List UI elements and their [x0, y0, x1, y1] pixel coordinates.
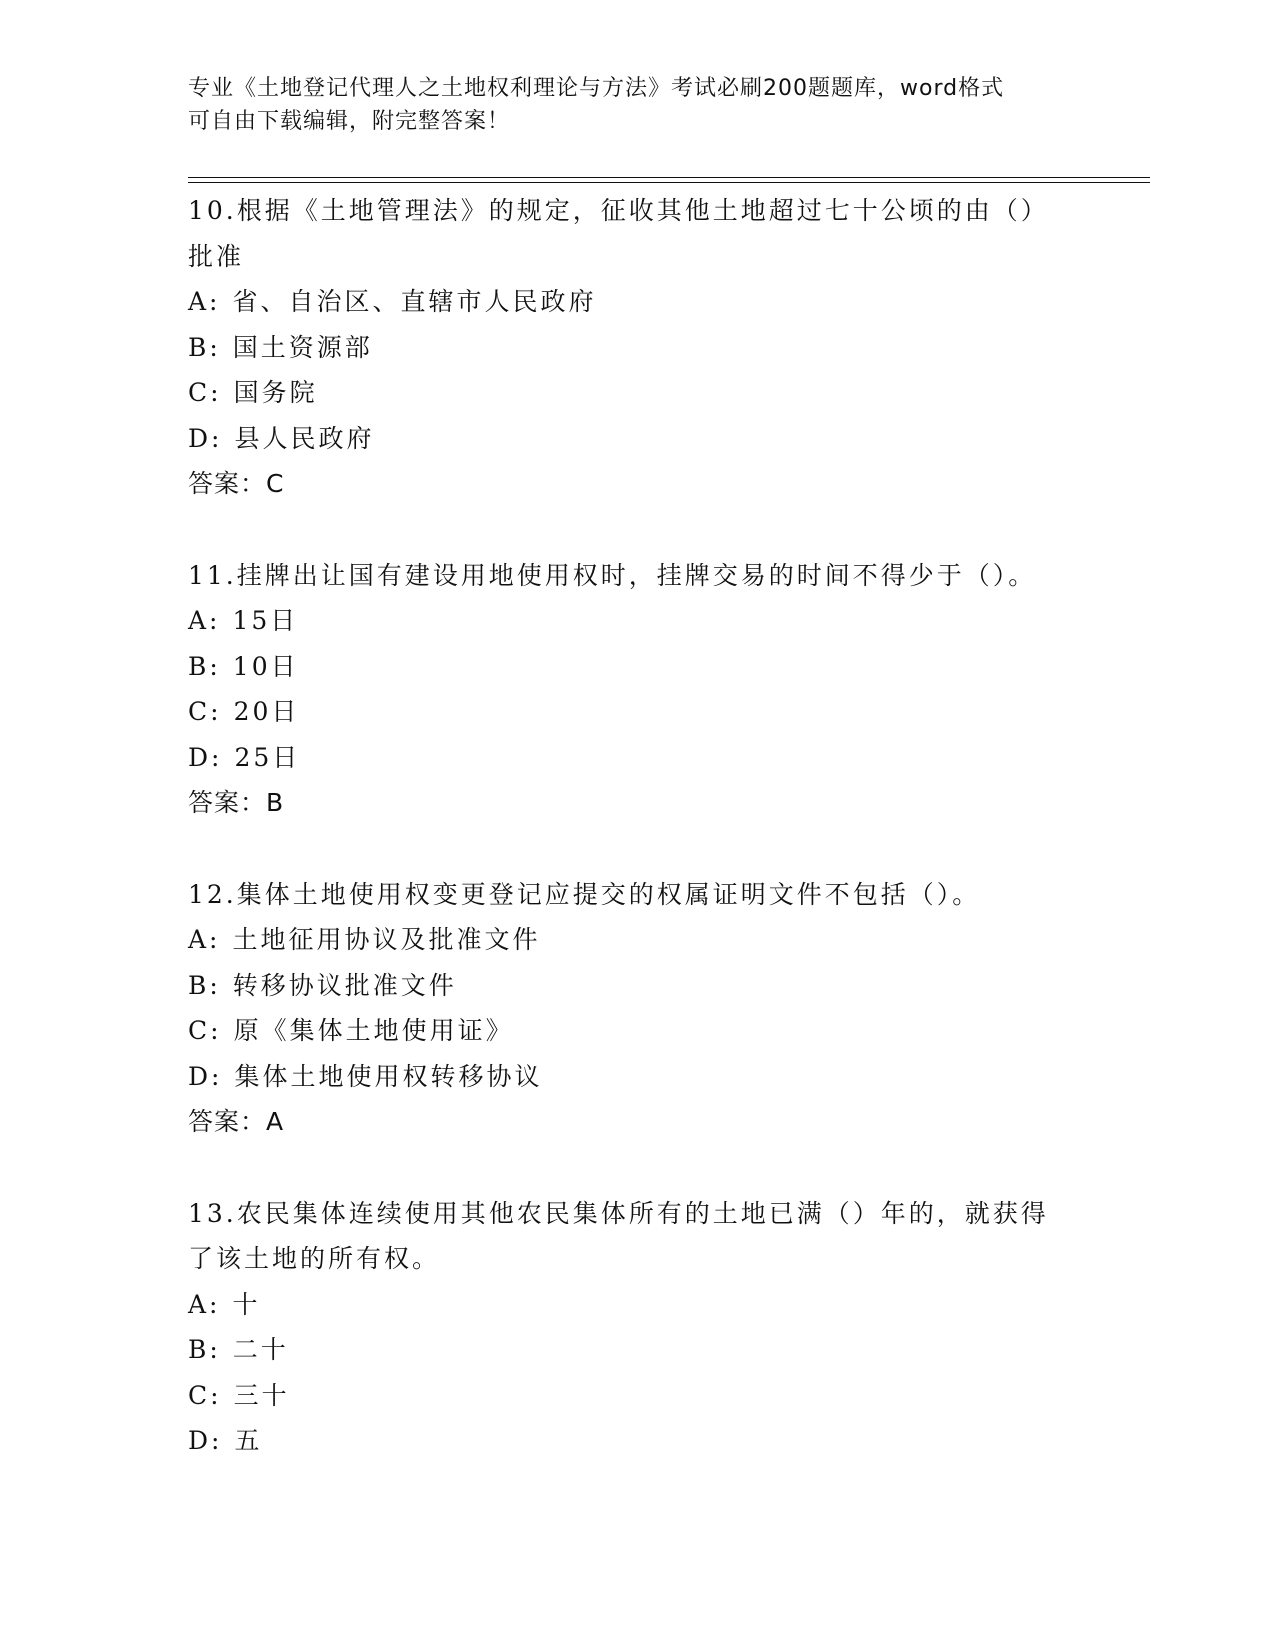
option-d [188, 1054, 1088, 1100]
option-d [188, 416, 1088, 462]
option-text: 县人民政府 [234, 423, 375, 453]
question-list [188, 188, 1088, 1510]
option-a [188, 917, 1088, 963]
option-text: 集体土地使用权转移协议 [234, 1061, 543, 1091]
option-letter: C: [188, 1016, 222, 1045]
option-d [188, 1418, 1088, 1464]
option-a [188, 279, 1088, 325]
option-text: 25日 [234, 742, 301, 772]
header-line-2: 可自由下载编辑，附完整答案！ [188, 109, 511, 134]
option-text: 土地征用协议及批准文件 [232, 925, 541, 954]
question-10 [188, 188, 1088, 507]
option-letter: C: [188, 697, 222, 726]
option-letter: A: [188, 606, 221, 635]
option-text: 原《集体土地使用证》 [233, 1016, 514, 1045]
option-c [188, 370, 1088, 416]
header-line-1: 专业《土地登记代理人之土地权利理论与方法》考试必刷200题题库，word格式 [188, 76, 1005, 101]
option-letter: D: [188, 1426, 223, 1455]
option-a [188, 1282, 1088, 1328]
document-header [188, 72, 1088, 138]
question-13 [188, 1191, 1088, 1464]
option-letter: B: [188, 970, 221, 1000]
option-letter: B: [188, 651, 221, 681]
option-letter: B: [188, 1335, 221, 1364]
question-stem: 12.集体土地使用权变更登记应提交的权属证明文件不包括（）。 [188, 879, 981, 909]
option-text: 10日 [232, 651, 299, 681]
question-stem: 11.挂牌出让国有建设用地使用权时，挂牌交易的时间不得少于（）。 [188, 560, 1037, 590]
option-letter: A: [188, 287, 221, 316]
option-text: 20日 [233, 697, 300, 726]
option-letter: D: [188, 423, 223, 453]
option-text: 国务院 [233, 378, 318, 407]
option-text: 转移协议批准文件 [232, 970, 457, 1000]
header-divider-bottom [188, 182, 1150, 183]
option-letter: D: [188, 742, 223, 772]
option-b [188, 644, 1088, 690]
option-text: 15日 [232, 606, 299, 635]
option-letter: C: [188, 1380, 222, 1410]
option-d [188, 735, 1088, 781]
header-divider-top [188, 177, 1150, 178]
option-letter: C: [188, 378, 222, 407]
option-text: 省、自治区、直辖市人民政府 [232, 287, 597, 316]
option-b [188, 325, 1088, 371]
option-text: 五 [234, 1426, 263, 1455]
option-letter: D: [188, 1061, 223, 1091]
option-letter: A: [188, 1289, 221, 1319]
option-c [188, 1008, 1088, 1054]
answer-line: 答案：B [188, 788, 285, 817]
answer-line: 答案：C [188, 469, 285, 498]
question-stem: 13.农民集体连续使用其他农民集体所有的土地已满（）年的，就获得了该土地的所有权。 [188, 1198, 1049, 1273]
question-stem: 10.根据《土地管理法》的规定，征收其他土地超过七十公顷的由（）批准 [188, 196, 1049, 271]
option-letter: B: [188, 332, 221, 362]
answer-line: 答案：A [188, 1107, 285, 1136]
option-a [188, 598, 1088, 644]
option-text: 国土资源部 [232, 332, 373, 362]
question-12 [188, 872, 1088, 1145]
option-letter: A: [188, 925, 221, 954]
option-c [188, 689, 1088, 735]
option-text: 三十 [233, 1380, 290, 1410]
option-text: 二十 [232, 1335, 289, 1364]
option-b [188, 1327, 1088, 1373]
option-c [188, 1373, 1088, 1419]
option-b [188, 963, 1088, 1009]
question-11 [188, 553, 1088, 826]
option-text: 十 [232, 1289, 261, 1319]
